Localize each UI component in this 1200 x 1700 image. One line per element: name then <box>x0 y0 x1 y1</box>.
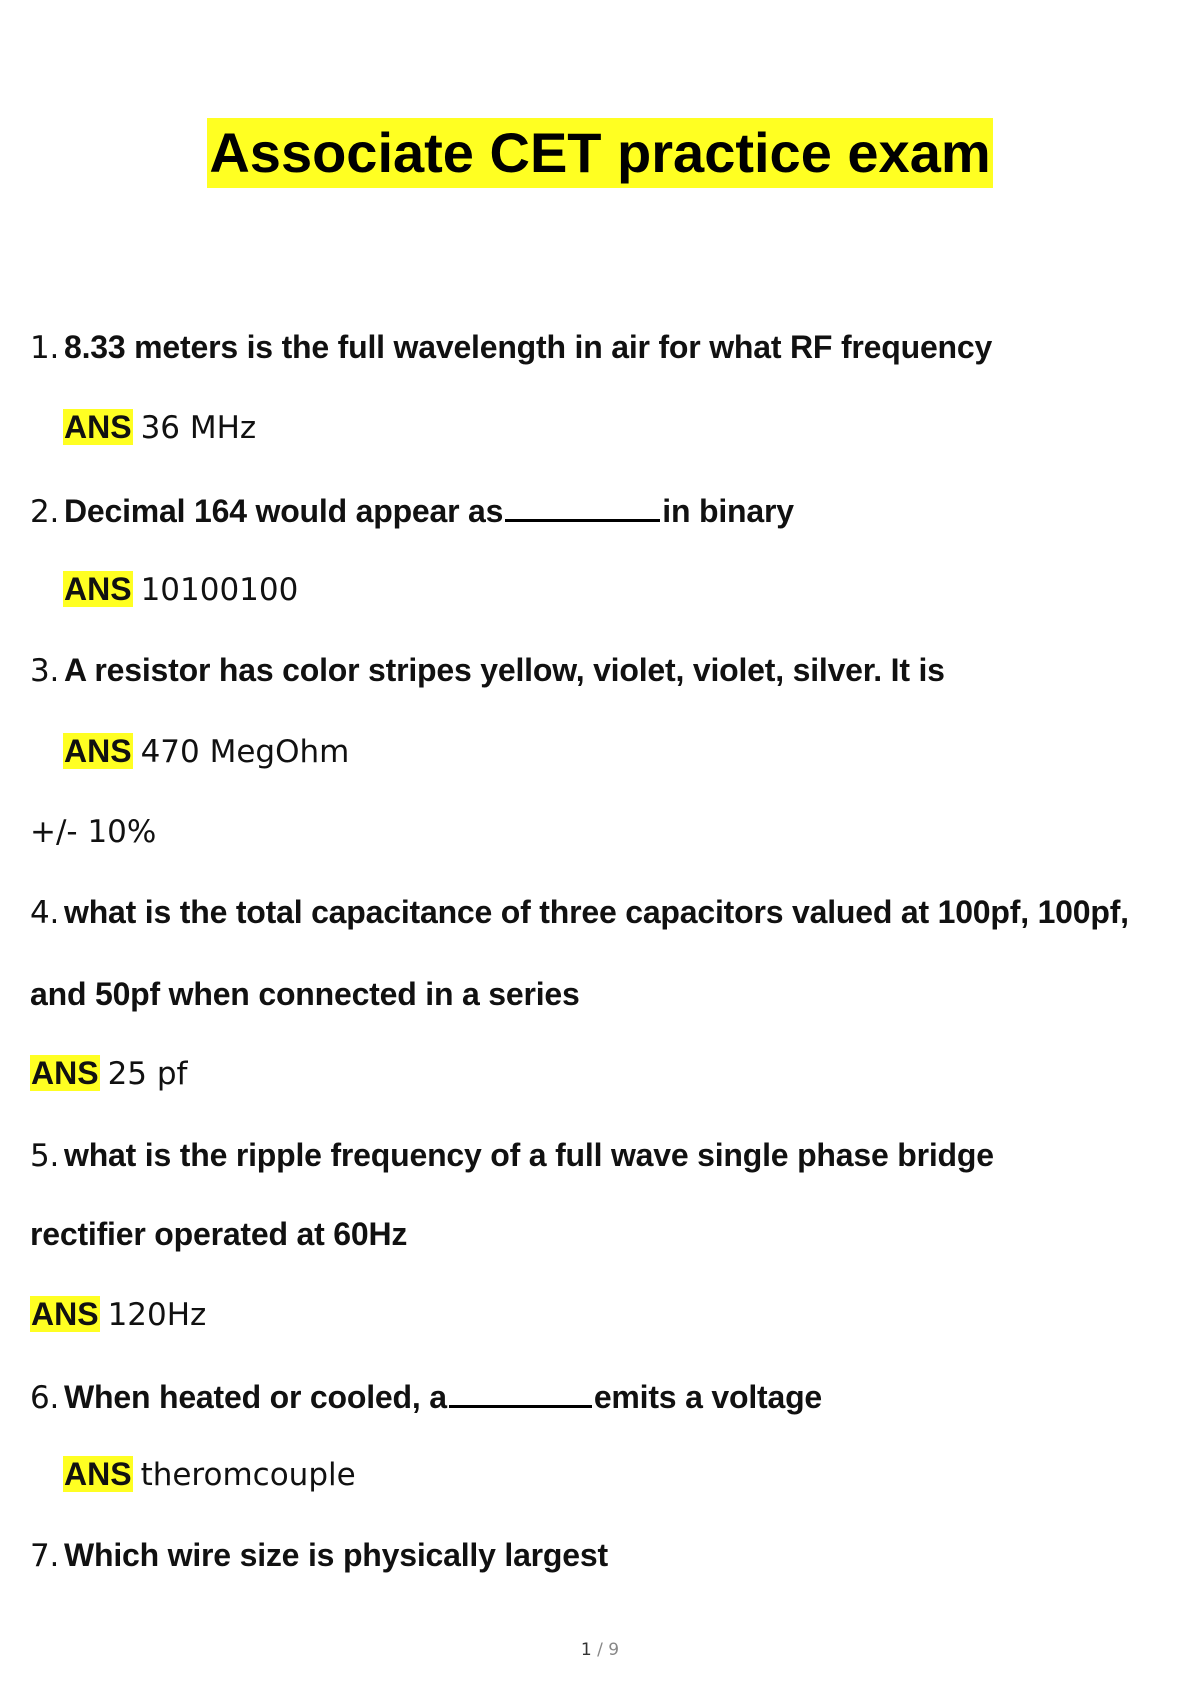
question-text-before: Decimal 164 would appear as <box>64 493 504 529</box>
question-text: what is the total capacitance of three capacitors valued at 100pf, 100pf, <box>64 894 1129 930</box>
answer-text: 25 pf <box>107 1056 188 1092</box>
answer-4 <box>30 1053 187 1094</box>
question-number: 3. <box>30 653 60 689</box>
answer-3-continued: +/- 10% <box>30 814 157 850</box>
answer-text: 470 MegOhm <box>140 734 350 770</box>
question-4-line-2: and 50pf when connected in a series <box>30 976 580 1012</box>
answer-text: 10100100 <box>140 572 299 608</box>
answer-label: ANS <box>64 409 132 445</box>
answer-text: 120Hz <box>107 1297 207 1333</box>
question-5 <box>30 1135 994 1176</box>
answer-text: 36 MHz <box>140 410 257 446</box>
question-6 <box>30 1375 822 1418</box>
answer-6 <box>63 1454 356 1495</box>
answer-2 <box>63 569 298 610</box>
question-text-after: in binary <box>662 493 794 529</box>
page-separator: / <box>597 1640 603 1660</box>
question-5-line-2: rectifier operated at 60Hz <box>30 1216 408 1252</box>
question-text: what is the ripple frequency of a full wave single phase bridge <box>64 1137 994 1173</box>
answer-text: theromcouple <box>140 1457 356 1493</box>
total-pages: 9 <box>608 1640 620 1660</box>
question-2 <box>30 489 794 532</box>
title-container <box>0 118 1200 188</box>
answer-label: ANS <box>64 571 132 607</box>
current-page: 1 <box>580 1640 592 1660</box>
question-text: 8.33 meters is the full wavelength in air for what RF frequency <box>64 329 993 365</box>
page-title: Associate CET practice exam <box>207 118 992 188</box>
answer-5 <box>30 1294 206 1335</box>
question-text-after: emits a voltage <box>593 1379 823 1415</box>
answer-label: ANS <box>31 1055 99 1091</box>
question-number: 2. <box>30 494 60 530</box>
page-indicator <box>0 1640 1200 1660</box>
answer-blank <box>505 489 660 522</box>
answer-label: ANS <box>64 733 132 769</box>
answer-3 <box>63 731 349 772</box>
question-text-before: When heated or cooled, a <box>64 1379 447 1415</box>
question-number: 4. <box>30 895 60 931</box>
answer-1 <box>63 407 256 448</box>
question-number: 6. <box>30 1380 60 1416</box>
question-number: 1. <box>30 330 60 366</box>
question-7 <box>30 1535 608 1576</box>
answer-label: ANS <box>31 1296 99 1332</box>
question-4 <box>30 892 1129 933</box>
answer-label: ANS <box>64 1456 132 1492</box>
question-3 <box>30 650 945 691</box>
question-number: 5. <box>30 1138 60 1174</box>
answer-blank <box>449 1375 592 1408</box>
question-1 <box>30 327 992 368</box>
question-text: Which wire size is physically largest <box>64 1537 608 1573</box>
question-number: 7. <box>30 1538 60 1574</box>
question-text: A resistor has color stripes yellow, violet, violet, silver. It is <box>64 652 945 688</box>
